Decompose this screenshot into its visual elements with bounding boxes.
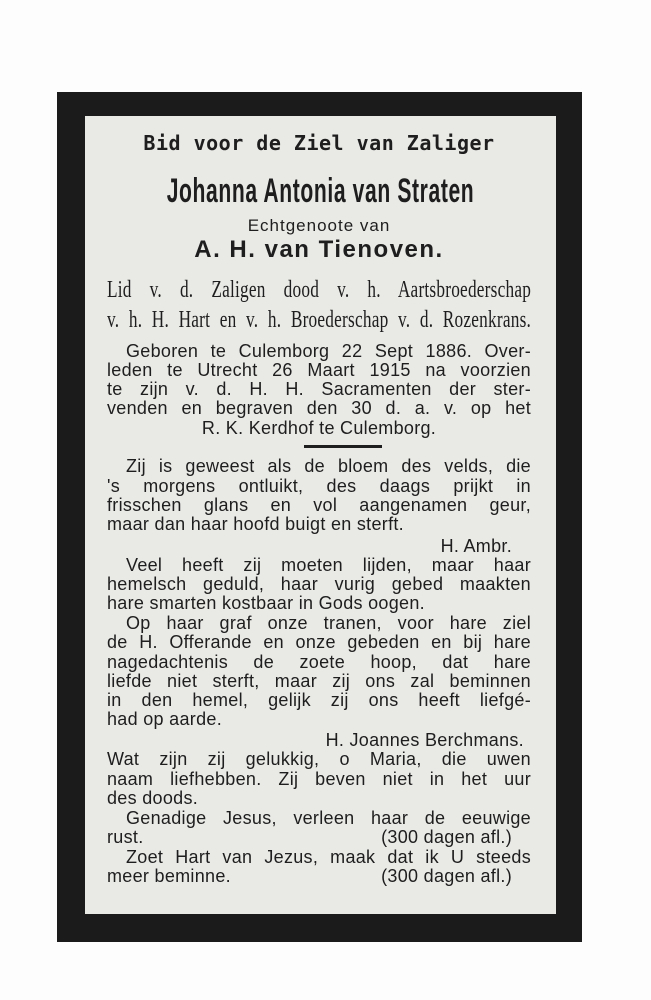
membership-line: v. h. H. Hart en v. h. Broederschap v. d. Rozenkrans. <box>107 307 532 333</box>
memorial-card-border <box>57 92 582 942</box>
verse-attribution: H. Ambr. <box>440 536 512 556</box>
biography-line: leden te Utrecht 26 Maart 1915 na voorzien <box>107 360 531 380</box>
prayer-line: Genadige Jesus, verleen haar de eeuwige <box>126 808 531 828</box>
header: Bid voor de Ziel van Zaliger <box>143 131 495 155</box>
verse-line: hare smarten kostbaar in Gods oogen. <box>107 593 425 613</box>
spouse-label: Echtgenoote van <box>247 216 391 235</box>
verse-line: in den hemel, gelijk zij ons heeft liefgé- <box>107 690 531 710</box>
verse-line: Op haar graf onze tranen, voor hare ziel <box>126 613 531 633</box>
indulgence-note: (300 dagen afl.) <box>381 866 512 886</box>
prayer-line: rust. <box>107 827 144 847</box>
indulgence-note: (300 dagen afl.) <box>381 827 512 847</box>
biography-line: Geboren te Culemborg 22 Sept 1886. Over- <box>126 341 531 361</box>
verse-line: 's morgens ontluikt, des daags prijkt in <box>107 476 531 496</box>
verse-line: Zij is geweest als de bloem des velds, die <box>126 456 531 476</box>
verse-line: naam liefhebben. Zij beven niet in het uur <box>107 769 531 789</box>
biography-line: venden en begraven den 30 d. a. v. op het <box>107 398 531 418</box>
biography-line: te zijn v. d. H. H. Sacramenten der ster- <box>107 379 531 399</box>
membership-line: Lid v. d. Zaligen dood v. h. Aartsbroederschap <box>107 277 532 303</box>
spouse-name: A. H. van Tienoven. <box>194 236 444 263</box>
biography-line: R. K. Kerdhof te Culemborg. <box>201 418 437 438</box>
verse-line: de H. Offerande en onze gebeden en bij hare <box>107 632 531 652</box>
verse-line: had op aarde. <box>107 709 222 729</box>
prayer-line: Zoet Hart van Jezus, maak dat ik U steeds <box>126 847 531 867</box>
verse-line: hemelsch geduld, haar vurig gebed maakten <box>107 574 531 594</box>
prayer-line: meer beminne. <box>107 866 231 886</box>
verse-line: liefde niet sterft, maar zij ons zal beminnen <box>107 671 531 691</box>
memorial-card <box>85 116 556 914</box>
divider <box>304 445 382 448</box>
verse-line: maar dan haar hoofd buigt en sterft. <box>107 514 404 534</box>
verse-line: Veel heeft zij moeten lijden, maar haar <box>126 555 531 575</box>
deceased-name: Johanna Antonia van Straten <box>166 172 475 210</box>
verse-line: des doods. <box>107 788 199 808</box>
verse-attribution: H. Joannes Berchmans. <box>325 730 524 750</box>
verse-line: frisschen glans en vol aangenamen geur, <box>107 495 531 515</box>
verse-line: Wat zijn zij gelukkig, o Maria, die uwen <box>107 749 531 769</box>
verse-line: nagedachtenis de zoete hoop, dat hare <box>107 652 531 672</box>
